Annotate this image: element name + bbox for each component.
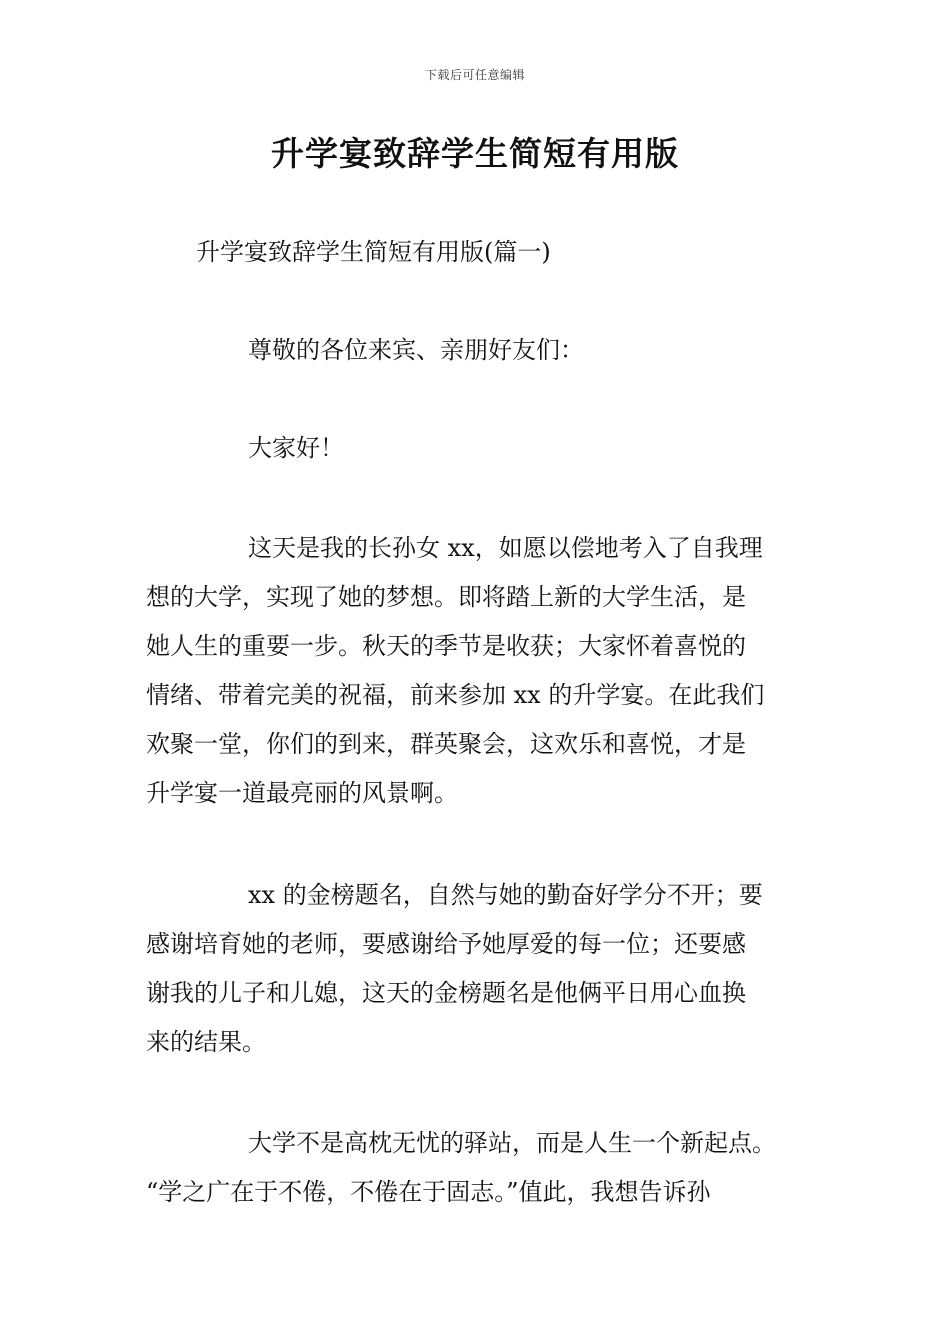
salutation-line: 大家好！	[248, 434, 344, 462]
paragraph-line: “学之广在于不倦，不倦在于固志。”值此，我想告诉孙	[146, 1178, 711, 1206]
document-title: 升学宴致辞学生简短有用版	[271, 134, 679, 173]
paragraph-line: 大学不是高枕无忧的驿站，而是人生一个新起点。	[248, 1129, 776, 1157]
paragraph-line: 升学宴一道最亮丽的风景啊。	[146, 779, 458, 807]
paragraph-line: 想的大学，实现了她的梦想。即将踏上新的大学生活，是	[146, 583, 746, 611]
header-note: 下载后可任意编辑	[424, 68, 525, 82]
paragraph-line: 欢聚一堂，你们的到来，群英聚会，这欢乐和喜悦，才是	[146, 730, 746, 758]
section-heading: 升学宴致辞学生简短有用版(篇一)	[196, 238, 551, 266]
paragraph-line: 情绪、带着完美的祝福，前来参加 xx 的升学宴。在此我们	[146, 681, 765, 709]
paragraph-line: 来的结果。	[146, 1028, 266, 1056]
paragraph-line: 她人生的重要一步。秋天的季节是收获；大家怀着喜悦的	[146, 632, 746, 660]
paragraph-line: 感谢培育她的老师，要感谢给予她厚爱的每一位；还要感	[146, 930, 746, 958]
paragraph-line: 谢我的儿子和儿媳，这天的金榜题名是他俩平日用心血换	[146, 979, 746, 1007]
paragraph-line: xx 的金榜题名，自然与她的勤奋好学分不开；要	[248, 881, 763, 909]
paragraph-line: 这天是我的长孙女 xx，如愿以偿地考入了自我理	[248, 534, 763, 562]
greeting-line: 尊敬的各位来宾、亲朋好友们：	[248, 336, 584, 364]
